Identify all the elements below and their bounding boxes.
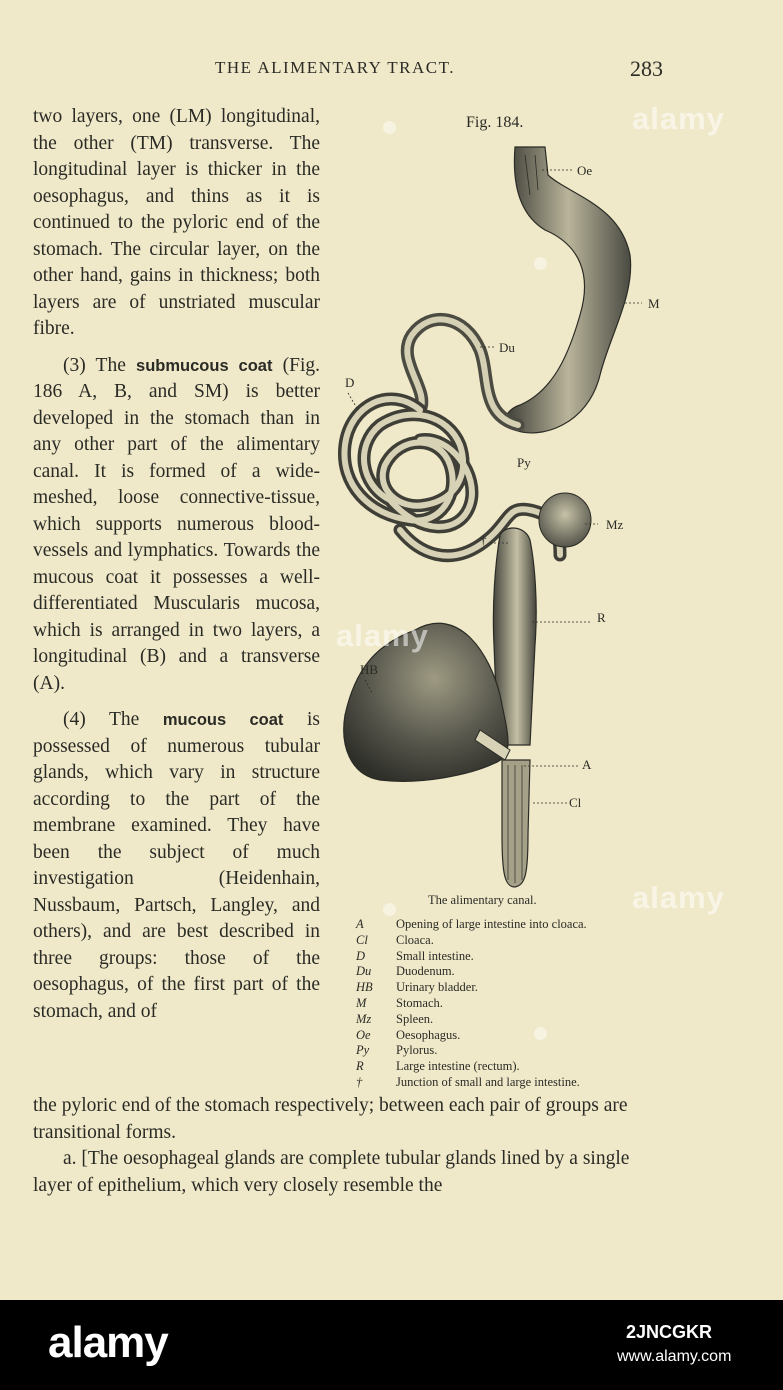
label-d: D xyxy=(345,375,355,390)
paragraph-continuation: the pyloric end of the stomach respectively; between each pair of groups are transitional forms. xyxy=(33,1095,628,1143)
left-column xyxy=(33,104,320,1025)
spleen-shape xyxy=(539,493,591,547)
figure-legend xyxy=(356,917,656,1091)
label-py: Py xyxy=(517,455,531,470)
legend-row: Py Pylorus. xyxy=(356,1043,438,1058)
label-hb: HB xyxy=(360,662,379,677)
section-number: (3) The xyxy=(63,354,126,376)
alamy-logo: alamy xyxy=(48,1318,168,1367)
figure-title: Fig. 184. xyxy=(466,114,524,131)
section-heading-mucous: mucous coat xyxy=(162,711,284,729)
cloaca-shape xyxy=(502,760,530,887)
section-text: is possessed of numerous tubular glands, which vary in structure according to the part of the membrane examined. They have been the subject of much investigation (Heidenhain, Nussbaum, Partsch, Langley, and others), and are best described in three groups: those of the oesophagus, of the first part of the stomach, and of xyxy=(33,709,320,1022)
label-du: Du xyxy=(499,340,515,355)
label-oe: Oe xyxy=(577,163,593,178)
label-mz: Mz xyxy=(606,517,624,532)
label-cl: Cl xyxy=(569,795,582,810)
image-id: 2JNCGKR xyxy=(626,1322,713,1342)
footer-url[interactable]: www.alamy.com xyxy=(617,1348,732,1365)
label-a: A xyxy=(582,757,592,772)
label-r: R xyxy=(597,610,606,625)
section-number: (4) The xyxy=(63,709,140,730)
watermark: alamy xyxy=(632,101,725,136)
legend-row: Du Duodenum. xyxy=(356,964,455,979)
legend-row: HB Urinary bladder. xyxy=(356,980,478,995)
figure-caption: The alimentary canal. xyxy=(428,893,537,907)
label-m: M xyxy=(648,296,660,311)
paragraph-submucous-coat xyxy=(33,353,320,698)
stomach-shape xyxy=(506,147,631,433)
section-text: (Fig. 186 A, B, and SM) is better developed in the stomach than in any other part of the alimentary canal. It is formed of a wide-meshed, loose connective-tissue, which supports numerous blood-vessels and lymphatics. Towards the mucous coat it possesses a well-differentiated Muscularis mucosa, which is arranged in two layers, a longitudinal (B) and a transverse (A). xyxy=(33,354,321,694)
legend-row: Oe Oesophagus. xyxy=(356,1027,461,1042)
legend-row: D Small intestine. xyxy=(356,948,474,963)
watermark-dot xyxy=(534,1027,547,1040)
section-heading-submucous: submucous coat xyxy=(136,356,273,375)
legend-row: Cl Cloaca. xyxy=(356,932,434,947)
page-number: 283 xyxy=(630,56,663,81)
watermark: alamy xyxy=(632,880,725,915)
watermark-dot xyxy=(534,257,547,270)
legend-row: Mz Spleen. xyxy=(356,1011,434,1026)
watermark-dot xyxy=(383,121,396,134)
legend-row: R Large intestine (rectum). xyxy=(356,1059,520,1074)
watermark-dot xyxy=(383,903,396,916)
full-width-text xyxy=(33,1093,669,1199)
paragraph-oesophageal-glands: a. [The oesophageal glands are complete tubular glands lined by a single layer of epithelium, which very closely resemble the xyxy=(33,1148,630,1196)
running-header: THE ALIMENTARY TRACT. xyxy=(215,58,455,77)
legend-row: † Junction of small and large intestine. xyxy=(356,1074,580,1089)
watermark: alamy xyxy=(336,618,429,653)
alimentary-canal-illustration xyxy=(330,135,660,895)
legend-row: M Stomach. xyxy=(356,995,443,1010)
label-dagger: † xyxy=(480,532,487,547)
paragraph-muscular-layers: two layers, one (LM) longitudinal, the other (TM) transverse. The longitudinal layer is thicker in the oesophagus, and thins as it is continued to the pyloric end of the stomach. The circular layer, on the other hand, gains in thickness; both layers are of unstriated muscular fibre. xyxy=(33,106,320,339)
legend-row: A Opening of large intestine into cloaca. xyxy=(356,917,587,931)
paragraph-mucous-coat xyxy=(33,707,320,1025)
